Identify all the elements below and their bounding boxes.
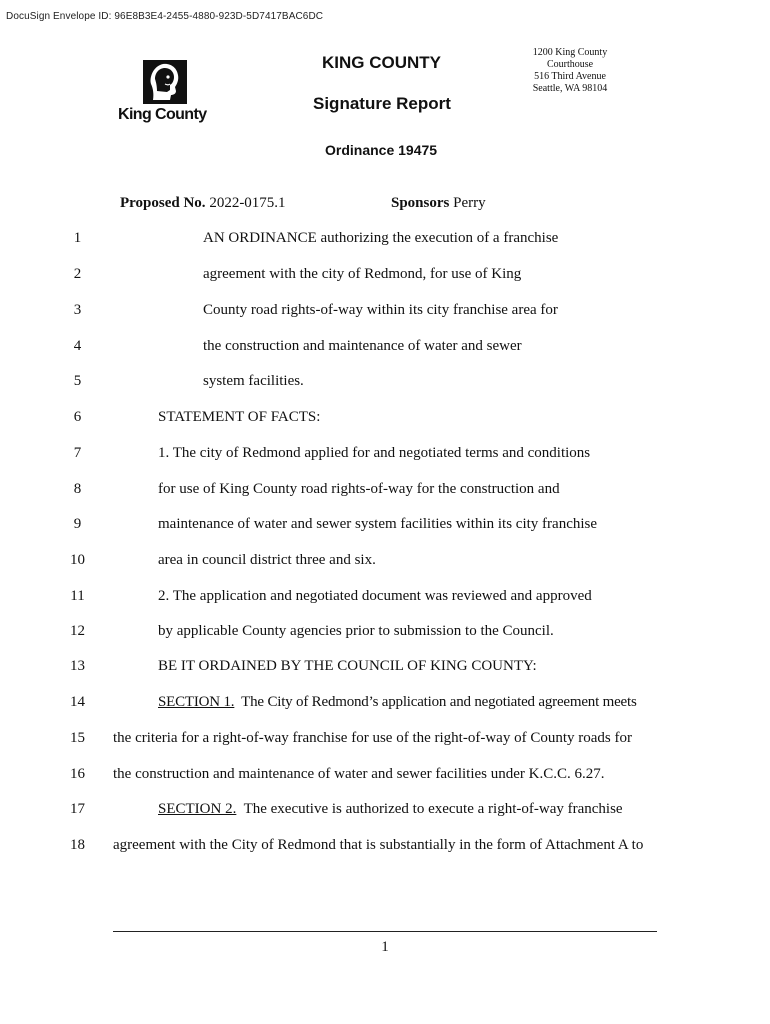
section-heading: SECTION 1.	[158, 694, 235, 710]
line-number: 1	[73, 230, 82, 246]
report-title: Signature Report	[313, 94, 451, 113]
king-county-logo-icon	[143, 60, 187, 104]
sponsors-label: Sponsors	[391, 195, 450, 211]
line-number: 11	[70, 588, 85, 604]
line-text: maintenance of water and sewer system facilities within its city franchise	[158, 516, 598, 532]
line-number: 2	[73, 266, 82, 282]
line-text: the criteria for a right-of-way franchise for use of the right-of-way of County roads for	[113, 730, 632, 746]
proposed-label: Proposed No.	[120, 195, 206, 211]
line-text: the construction and maintenance of water and sewer	[203, 338, 522, 354]
docusign-envelope-id: DocuSign Envelope ID: 96E8B3E4-2455-4880-923D-5D7417BAC6DC	[6, 11, 324, 22]
address-line: 516 Third Avenue	[534, 71, 606, 82]
line-number: 3	[73, 302, 82, 318]
line-number: 10	[70, 552, 85, 568]
line-number: 13	[70, 658, 85, 674]
line-text: by applicable County agencies prior to submission to the Council.	[158, 623, 554, 639]
line-text	[158, 694, 637, 711]
king-county-logo	[118, 60, 218, 130]
line-text: County road rights-of-way within its city franchise area for	[203, 302, 558, 318]
line-body: The executive is authorized to execute a right-of-way franchise	[236, 801, 623, 817]
address-line: Seattle, WA 98104	[532, 83, 608, 94]
line-number: 14	[70, 694, 85, 710]
line-number: 12	[70, 623, 85, 639]
line-number: 4	[73, 338, 82, 354]
line-text	[158, 801, 623, 818]
line-number: 16	[70, 766, 85, 782]
sponsors-value: Perry	[453, 195, 486, 211]
ordinance-number: Ordinance 19475	[325, 142, 438, 158]
proposed-value: 2022-0175.1	[209, 195, 286, 211]
address-block	[510, 47, 630, 95]
line-number: 18	[70, 837, 85, 853]
line-number: 9	[73, 516, 82, 532]
sponsors	[391, 195, 486, 212]
line-body: The City of Redmond’s application and negotiated agreement meets	[234, 694, 637, 710]
line-number: 8	[73, 481, 82, 497]
line-text: area in council district three and six.	[158, 552, 376, 568]
address-line: 1200 King County Courthouse	[532, 47, 608, 70]
line-text: BE IT ORDAINED BY THE COUNCIL OF KING COUNTY:	[158, 658, 537, 674]
proposed-number	[120, 195, 286, 212]
line-number: 5	[73, 373, 82, 389]
page-number: 1	[381, 939, 389, 955]
line-text: AN ORDINANCE authorizing the execution of a franchise	[203, 230, 559, 246]
footer-divider	[113, 931, 657, 932]
line-text: 1. The city of Redmond applied for and negotiated terms and conditions	[158, 445, 591, 461]
line-text: agreement with the City of Redmond that is substantially in the form of Attachment A to	[113, 837, 644, 853]
line-number: 6	[73, 409, 82, 425]
line-text: the construction and maintenance of water and sewer facilities under K.C.C. 6.27.	[113, 766, 605, 782]
line-text: system facilities.	[203, 373, 304, 389]
line-number: 7	[73, 445, 82, 461]
line-text: 2. The application and negotiated document was reviewed and approved	[158, 588, 592, 604]
county-title: KING COUNTY	[322, 53, 441, 72]
logo-text: King County	[118, 106, 207, 123]
line-number: 17	[70, 801, 85, 817]
section-heading: SECTION 2.	[158, 801, 237, 817]
line-text: STATEMENT OF FACTS:	[158, 409, 321, 425]
line-number: 15	[70, 730, 85, 746]
line-text: agreement with the city of Redmond, for use of King	[203, 266, 522, 282]
line-text: for use of King County road rights-of-way for the construction and	[158, 481, 560, 497]
